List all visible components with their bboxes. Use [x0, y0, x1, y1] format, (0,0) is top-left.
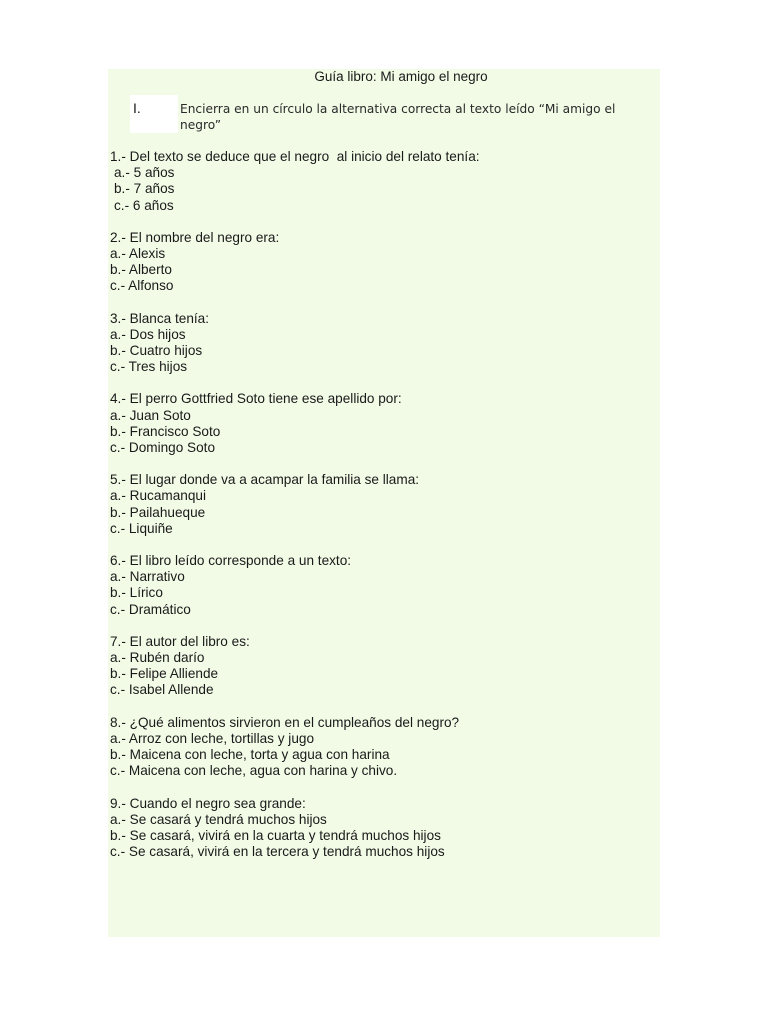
document-title: Guía libro: Mi amigo el negro: [314, 69, 488, 84]
question-prompt: 6.- El libro leído corresponde a un texto:: [110, 553, 352, 569]
option-b[interactable]: b.- Alberto: [110, 262, 172, 278]
option-a[interactable]: a.- Juan Soto: [110, 407, 191, 423]
option-a[interactable]: a.- Se casará y tendrá muchos hijos: [110, 811, 327, 827]
option-c[interactable]: c.- Alfonso: [110, 278, 174, 294]
option-b[interactable]: b.- Maicena con leche, torta y agua con harina: [110, 747, 390, 763]
question-9: [110, 796, 655, 861]
question-8: [110, 715, 655, 780]
option-b[interactable]: b.- Felipe Alliende: [110, 666, 219, 682]
option-a[interactable]: a.- Alexis: [110, 246, 166, 262]
question-6: [110, 553, 655, 618]
question-prompt: 4.- El perro Gottfried Soto tiene ese apellido por:: [110, 391, 402, 407]
option-b[interactable]: b.- Francisco Soto: [110, 423, 221, 439]
question-prompt: 3.- Blanca tenía:: [110, 310, 209, 326]
option-b[interactable]: b.- 7 años: [114, 181, 175, 197]
option-b[interactable]: b.- Lírico: [110, 585, 163, 601]
option-a[interactable]: a.- 5 años: [114, 165, 175, 181]
section-number: I.: [133, 100, 141, 116]
option-c[interactable]: c.- Liquiñe: [110, 520, 173, 536]
instruction-text: Encierra en un círculo la alternativa correcta al texto leído “Mi amigo el negro”: [180, 102, 616, 132]
option-b[interactable]: b.- Cuatro hijos: [110, 343, 203, 359]
option-c[interactable]: c.- Domingo Soto: [110, 440, 216, 456]
question-7: [110, 634, 655, 699]
instruction-row: [130, 95, 650, 133]
option-a[interactable]: a.- Rucamanqui: [110, 488, 206, 504]
question-prompt: 9.- Cuando el negro sea grande:: [110, 795, 306, 811]
questions-list: [110, 149, 655, 876]
option-b[interactable]: b.- Se casará, vivirá en la cuarta y tendrá muchos hijos: [110, 827, 441, 843]
question-5: [110, 472, 655, 537]
question-4: [110, 391, 655, 456]
question-1: [110, 149, 655, 214]
option-a[interactable]: a.- Arroz con leche, tortillas y jugo: [110, 730, 314, 746]
question-prompt: 7.- El autor del libro es:: [110, 633, 250, 649]
section-number-cell: [130, 95, 178, 133]
option-a[interactable]: a.- Narrativo: [110, 569, 185, 585]
question-prompt: 5.- El lugar donde va a acampar la familia se llama:: [110, 472, 420, 488]
option-a[interactable]: a.- Dos hijos: [110, 326, 186, 342]
option-c[interactable]: c.- Dramático: [110, 601, 191, 617]
option-c[interactable]: c.- 6 años: [114, 197, 174, 213]
question-3: [110, 311, 655, 376]
option-c[interactable]: c.- Se casará, vivirá en la tercera y tendrá muchos hijos: [110, 844, 445, 860]
document-sheet: [108, 69, 660, 937]
question-prompt: 2.- El nombre del negro era:: [110, 229, 280, 245]
option-c[interactable]: c.- Maicena con leche, agua con harina y chivo.: [110, 763, 398, 779]
option-b[interactable]: b.- Pailahueque: [110, 504, 206, 520]
option-c[interactable]: c.- Isabel Allende: [110, 682, 214, 698]
question-2: [110, 230, 655, 295]
question-prompt: 1.- Del texto se deduce que el negro al inicio del relato tenía:: [110, 149, 480, 164]
question-prompt: 8.- ¿Qué alimentos sirvieron en el cumpleaños del negro?: [110, 714, 460, 730]
option-a[interactable]: a.- Rubén darío: [110, 650, 205, 666]
option-c[interactable]: c.- Tres hijos: [110, 359, 188, 375]
